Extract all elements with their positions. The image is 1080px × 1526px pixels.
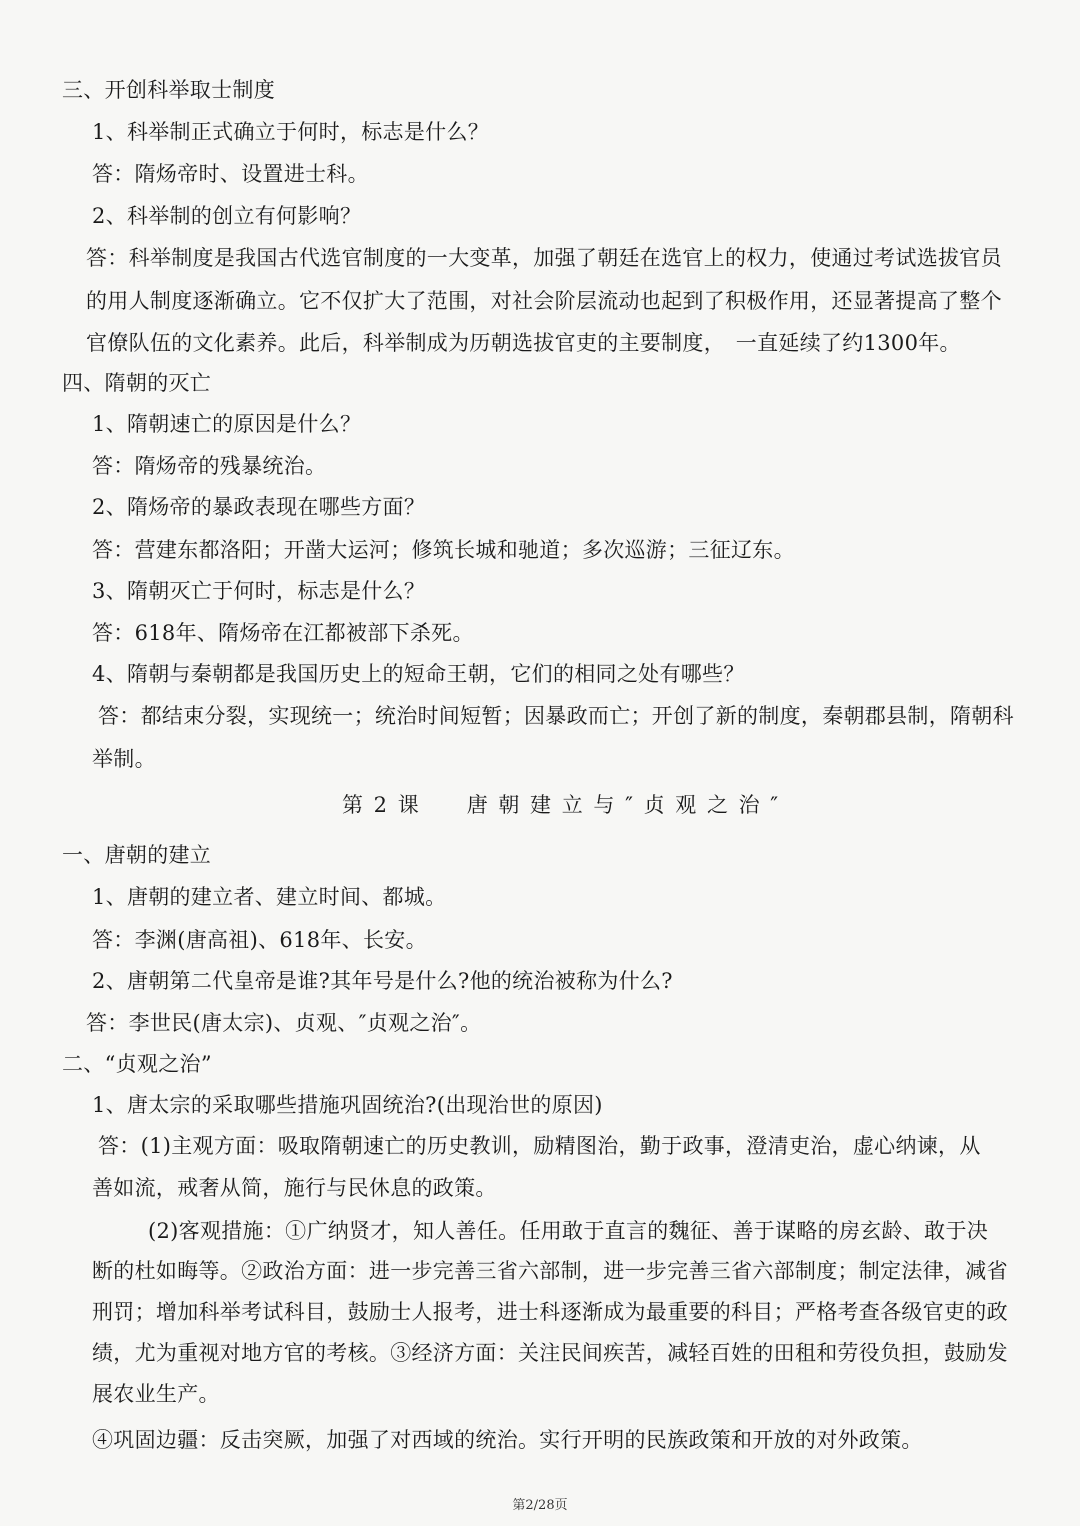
question: 1、科举制正式确立于何时，标志是什么？	[92, 120, 490, 144]
question: 2、唐朝第二代皇帝是谁?其年号是什么?他的统治被称为什么?	[92, 969, 673, 993]
section-heading: 二、“贞观之治”	[62, 1052, 212, 1076]
answer-line: 绩，尤为重视对地方官的考核。③经济方面：关注民间疾苦，减轻百姓的田租和劳役负担，鼓励发	[92, 1341, 1008, 1365]
answer-line: 举制。	[92, 747, 156, 771]
answer-line: (2)客观措施：①广纳贤才，知人善任。任用敢于直言的魏征、善于谋略的房玄龄、敢于决	[148, 1219, 989, 1243]
answer-line: 答：科举制度是我国古代选官制度的一大变革，加强了朝廷在选官上的权力，使通过考试选拔官员	[86, 246, 1002, 270]
answer: 答：618年、隋炀帝在江都被部下杀死。	[92, 621, 474, 645]
question: 1、隋朝速亡的原因是什么？	[92, 412, 362, 436]
answer-line: 刑罚；增加科举考试科目，鼓励士人报考，进士科逐渐成为最重要的科目；严格考查各级官吏的政	[92, 1300, 1008, 1324]
answer: 答：李渊(唐高祖)、618年、长安。	[92, 928, 427, 952]
question: 2、隋炀帝的暴政表现在哪些方面？	[92, 495, 426, 519]
answer-line: 官僚队伍的文化素养。此后，科举制成为历朝选拔官吏的主要制度， 一直延续了约1300年。	[86, 331, 961, 355]
answer-line: 答：(1)主观方面：吸取隋朝速亡的历史教训，励精图治，勤于政事，澄清吏治，虚心纳谏，从	[98, 1134, 981, 1158]
question: 2、科举制的创立有何影响？	[92, 204, 362, 228]
section-heading: 三、开创科举取士制度	[62, 78, 275, 102]
question: 4、隋朝与秦朝都是我国历史上的短命王朝，它们的相同之处有哪些？	[92, 662, 745, 686]
question: 3、隋朝灭亡于何时，标志是什么？	[92, 579, 426, 603]
lesson-title: 第 2 课 唐 朝 建 立 与 ″ 贞 观 之 治 ″	[342, 793, 781, 817]
answer: 答：营建东都洛阳；开凿大运河；修筑长城和驰道；多次巡游；三征辽东。	[92, 538, 795, 562]
section-heading: 四、隋朝的灭亡	[62, 371, 212, 395]
answer-line: 答：都结束分裂，实现统一；统治时间短暂；因暴政而亡；开创了新的制度，秦朝郡县制，隋朝科	[98, 704, 1014, 728]
section-heading: 一、唐朝的建立	[62, 843, 212, 867]
answer-line: 断的杜如晦等。②政治方面：进一步完善三省六部制，进一步完善三省六部制度；制定法律，减省	[92, 1259, 1008, 1283]
answer: 答：隋炀帝的残暴统治。	[92, 454, 327, 478]
question: 1、唐太宗的采取哪些措施巩固统治?(出现治世的原因)	[92, 1093, 603, 1117]
answer-line: ④巩固边疆：反击突厥，加强了对西域的统治。实行开明的民族政策和开放的对外政策。	[92, 1428, 923, 1452]
answer-line: 善如流，戒奢从简，施行与民休息的政策。	[92, 1176, 497, 1200]
answer-line: 展农业生产。	[92, 1382, 220, 1406]
page-number: 第2/28页	[512, 1498, 568, 1513]
answer: 答：李世民(唐太宗)、贞观、″贞观之治″。	[86, 1011, 482, 1035]
answer-line: 的用人制度逐渐确立。它不仅扩大了范围，对社会阶层流动也起到了积极作用，还显著提高了整个	[86, 289, 1002, 313]
answer: 答：隋炀帝时、设置进士科。	[92, 162, 369, 186]
question: 1、唐朝的建立者、建立时间、都城。	[92, 885, 447, 909]
